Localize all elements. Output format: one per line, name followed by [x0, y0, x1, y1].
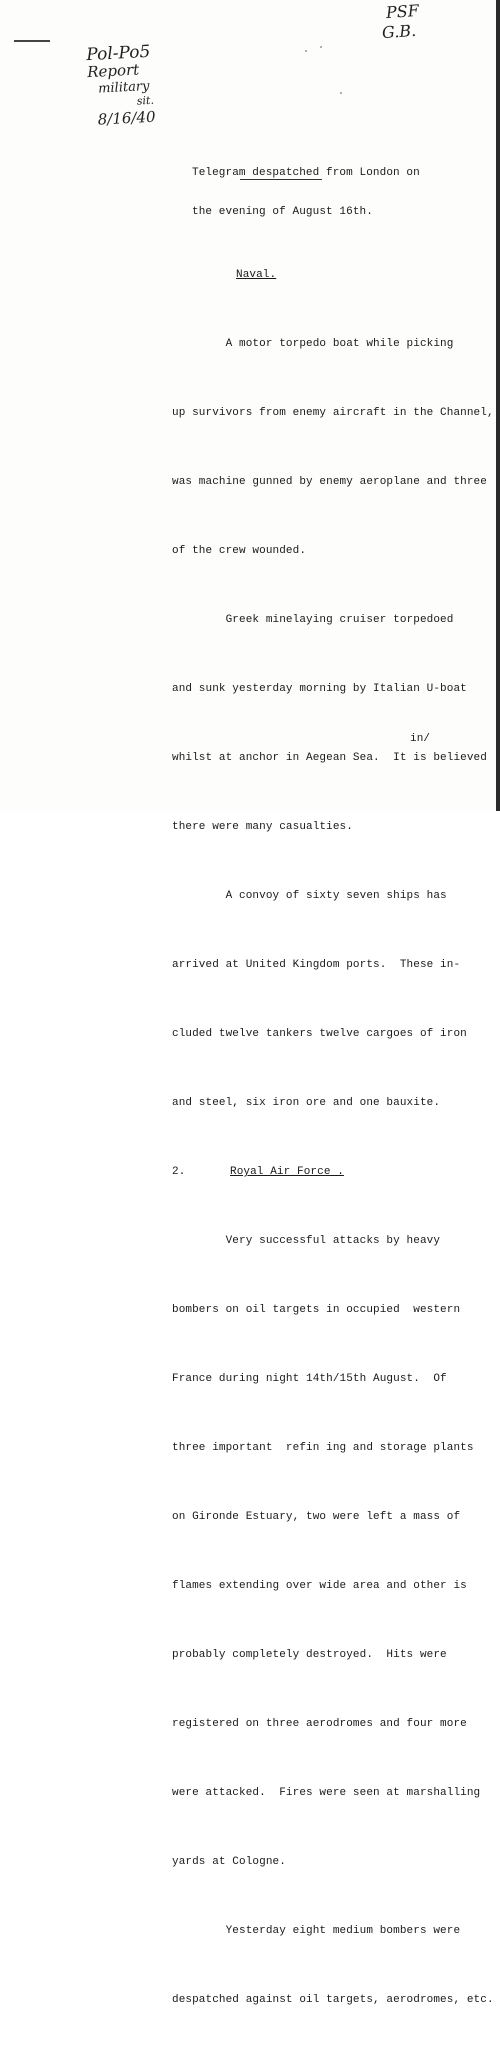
body-line: three important refin ing and storage plants	[172, 1442, 474, 1454]
scan-speck	[320, 46, 322, 48]
body-line: and steel, six iron ore and one bauxite.	[172, 1097, 441, 1109]
section-number-2: 2.	[172, 1166, 186, 1178]
heading-rule	[240, 179, 322, 180]
body-line: of the crew wounded.	[172, 545, 307, 557]
body-line: and sunk yesterday morning by Italian U-boat	[172, 683, 467, 695]
scan-speck	[305, 50, 307, 52]
annotation-gb: G.B.	[381, 20, 417, 43]
body-line: up survivors from enemy aircraft in the Channel,	[172, 407, 494, 419]
body-line: probably completely destroyed. Hits were	[172, 1649, 447, 1661]
body-line: France during night 14th/15th August. Of	[172, 1373, 447, 1385]
body-line: there were many casualties.	[172, 821, 353, 833]
heading-line: Telegram despatched from London on	[192, 167, 420, 179]
annotation-psf: PSF	[385, 0, 420, 23]
body-line: on Gironde Estuary, two were left a mass of	[172, 1511, 461, 1523]
body-line: cluded twelve tankers twelve cargoes of iron	[172, 1028, 467, 1040]
body-line: bombers on oil targets in occupied western	[172, 1304, 461, 1316]
body-line: was machine gunned by enemy aeroplane and three	[172, 476, 487, 488]
body-line: despatched against oil targets, aerodromes, etc.	[172, 1994, 494, 2006]
annotation-file-note	[86, 41, 210, 129]
body-line: flames extending over wide area and other is	[172, 1580, 467, 1592]
body-line: Greek minelaying cruiser torpedoed	[172, 614, 454, 626]
catchword: in/	[410, 733, 431, 745]
annotation-line: military	[97, 78, 150, 97]
body-line: Yesterday eight medium bombers were	[172, 1925, 461, 1937]
heading-line: the evening of August 16th.	[192, 206, 373, 218]
body-line: A motor torpedo boat while picking	[172, 338, 454, 350]
annotation-line: Report	[86, 60, 140, 82]
section-title-raf: Royal Air Force .	[230, 1166, 344, 1178]
annotation-line: 8/16/40	[97, 107, 156, 129]
scan-edge	[496, 0, 500, 811]
naval-title-row	[172, 264, 494, 287]
air-title-row	[172, 1161, 494, 1184]
body-line: were attacked. Fires were seen at marshalling	[172, 1787, 481, 1799]
body-line: registered on three aerodromes and four more	[172, 1718, 467, 1730]
scan-speck	[340, 92, 342, 94]
section-title-naval: Naval.	[236, 269, 277, 281]
telegram-body	[172, 218, 494, 2058]
body-line: Very successful attacks by heavy	[172, 1235, 441, 1247]
annotation-line: sit.	[136, 93, 155, 108]
body-line: yards at Cologne.	[172, 1856, 286, 1868]
annotation-line: Pol-Po5	[85, 41, 151, 66]
body-line: A convoy of sixty seven ships has	[172, 890, 447, 902]
pencil-mark	[14, 40, 50, 42]
body-line: arrived at United Kingdom ports. These in-	[172, 959, 461, 971]
body-line: whilst at anchor in Aegean Sea. It is believed	[172, 752, 487, 764]
